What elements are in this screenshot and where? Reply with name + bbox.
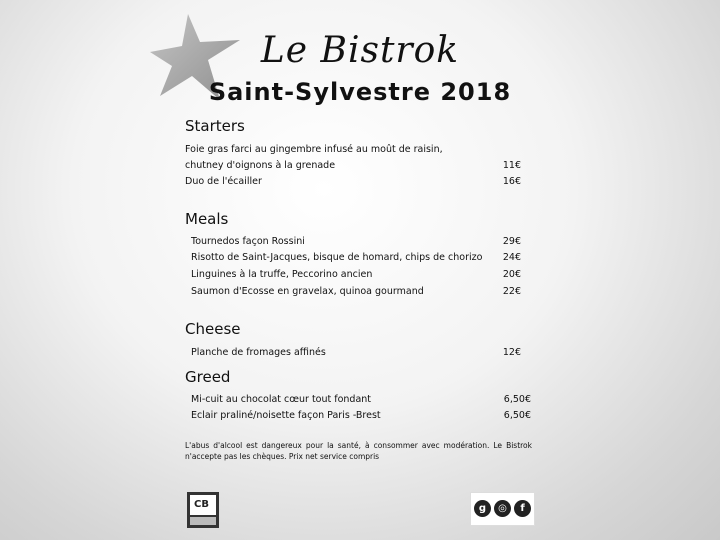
item-name: Eclair praliné/noisette façon Paris -Brest bbox=[191, 410, 381, 421]
item-name: Tournedos façon Rossini bbox=[191, 236, 305, 247]
restaurant-title: Le Bistrok bbox=[260, 30, 460, 71]
card-logo-text: CB bbox=[194, 499, 209, 510]
item-name: Linguines à la truffe, Peccorino ancien bbox=[191, 269, 373, 280]
item-price: 11€ bbox=[502, 160, 521, 171]
section-title-greed: Greed bbox=[185, 368, 231, 386]
item-price: 29€ bbox=[502, 236, 521, 247]
item-price: 16€ bbox=[502, 176, 521, 187]
item-name: Mi-cuit au chocolat cœur tout fondant bbox=[191, 394, 372, 405]
social-links bbox=[470, 492, 535, 526]
item-name: Planche de fromages affinés bbox=[191, 347, 326, 358]
item-price: 24€ bbox=[502, 252, 521, 263]
item-price: 20€ bbox=[502, 269, 521, 280]
item-name: Risotto de Saint-Jacques, bisque de homard, chips de chorizo bbox=[191, 252, 483, 263]
instagram-icon[interactable]: ◎ bbox=[494, 500, 511, 517]
item-name: chutney d'oignons à la grenade bbox=[185, 160, 336, 171]
item-name: Duo de l'écailler bbox=[185, 176, 262, 187]
google-plus-icon[interactable]: g bbox=[474, 500, 491, 517]
item-name: Saumon d'Ecosse en gravelax, quinoa gourmand bbox=[191, 286, 424, 297]
section-title-meals: Meals bbox=[185, 210, 229, 228]
payment-card-logo bbox=[187, 492, 219, 528]
event-subtitle: Saint-Sylvestre 2018 bbox=[208, 78, 512, 106]
item-price: 6,50€ bbox=[503, 394, 531, 405]
item-price: 6,50€ bbox=[503, 410, 531, 421]
section-title-starters: Starters bbox=[185, 117, 245, 135]
facebook-icon[interactable]: f bbox=[514, 500, 531, 517]
item-name: Foie gras farci au gingembre infusé au moût de raisin, bbox=[185, 144, 443, 155]
legal-notice: L'abus d'alcool est dangereux pour la santé, à consommer avec modération. Le Bistrok n'accepte pas les chèques. Prix net service compris bbox=[185, 441, 532, 461]
item-price: 22€ bbox=[502, 286, 521, 297]
item-price: 12€ bbox=[502, 347, 521, 358]
section-title-cheese: Cheese bbox=[185, 320, 241, 338]
